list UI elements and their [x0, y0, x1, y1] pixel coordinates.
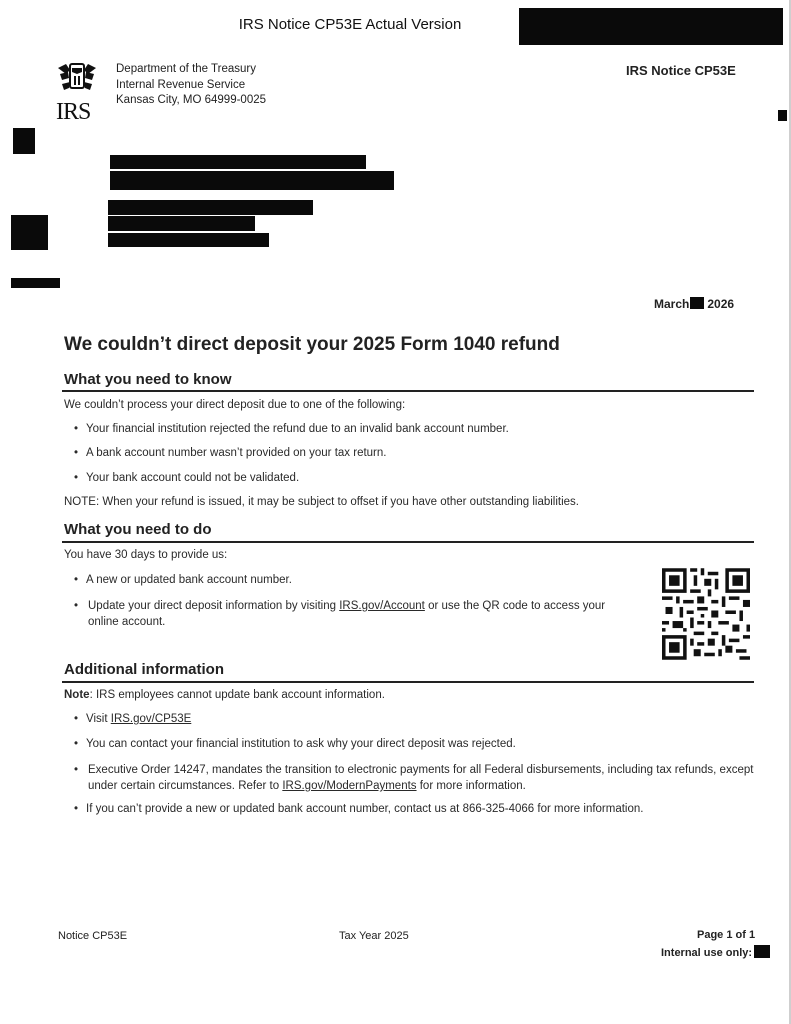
modern-payments-link[interactable]: IRS.gov/ModernPayments [282, 780, 417, 792]
date-month: March [654, 297, 690, 311]
redacted-block [11, 278, 60, 288]
footer-page-number: Page 1 of 1 [697, 929, 756, 941]
internal-use-label: Internal use only: [661, 947, 753, 959]
footer-tax-year: Tax Year 2025 [339, 930, 409, 942]
irs-account-link[interactable]: IRS.gov/Account [339, 600, 425, 612]
section-title-additional: Additional information [64, 661, 224, 678]
redacted-block [11, 215, 48, 250]
list-item: • A new or updated bank account number. [74, 574, 292, 586]
list-item: • Your financial institution rejected the refund due to an invalid bank account number. [74, 423, 509, 435]
sender-address [116, 62, 266, 109]
footer-internal-use [661, 945, 770, 959]
redacted-block [519, 8, 783, 45]
redacted-day [690, 297, 704, 309]
list-item-text: or use the QR code to access your online account. [88, 600, 606, 628]
page-heading: We couldn’t direct deposit your 2025 Form 1040 refund [64, 334, 560, 355]
list-item: • A bank account number wasn’t provided on your tax return. [74, 447, 386, 459]
list-item: • If you can’t provide a new or updated bank account number, contact us at 866-325-4066 for more information. [74, 803, 643, 815]
notice-id: IRS Notice CP53E [626, 63, 736, 78]
todo-intro: You have 30 days to provide us: [64, 549, 228, 561]
date-year: 2026 [707, 297, 735, 311]
list-item-text: Executive Order 14247, mandates the transition to electronic payments for all Federal disbursements, including tax refunds, except under certain circumstances. Refer to [88, 764, 754, 792]
qr-code-icon[interactable] [662, 568, 750, 660]
list-item: • You can contact your financial institution to ask why your direct deposit was rejected. [74, 738, 516, 750]
sender-line: Department of the Treasury [116, 63, 256, 75]
list-item-text: Update your direct deposit information by visiting [88, 600, 340, 612]
section-divider [62, 541, 754, 543]
list-item [74, 762, 768, 794]
footer-notice: Notice CP53E [58, 930, 128, 942]
redacted-block [110, 155, 366, 169]
irs-cp53e-link[interactable]: IRS.gov/CP53E [110, 713, 192, 725]
additional-note [64, 689, 385, 701]
redacted-block [13, 128, 35, 154]
list-item-text: for more information. [416, 780, 526, 792]
section-divider [62, 681, 754, 683]
document-header-title: IRS Notice CP53E Actual Version [238, 16, 462, 33]
redacted-block [754, 945, 770, 958]
know-intro: We couldn’t process your direct deposit due to one of the following: [64, 399, 406, 411]
list-item [74, 598, 628, 630]
section-title-todo: What you need to do [64, 521, 212, 538]
know-note: NOTE: When your refund is issued, it may be subject to offset if you have other outstanding liabilities. [64, 496, 579, 508]
redacted-block [108, 216, 255, 231]
irs-logo-text: IRS [56, 99, 91, 125]
list-item [74, 713, 191, 725]
list-item: • Your bank account could not be validated. [74, 472, 299, 484]
eagle-emblem-icon [56, 60, 98, 94]
notice-date [654, 297, 734, 311]
list-item-text: Visit [86, 713, 111, 725]
redacted-block [108, 233, 269, 247]
note-label: Note [64, 689, 90, 701]
section-title-know: What you need to know [64, 371, 232, 388]
redacted-block [108, 200, 313, 215]
redacted-block [110, 171, 394, 190]
note-text: : IRS employees cannot update bank account information. [89, 689, 385, 701]
redacted-block [778, 110, 787, 121]
sender-line: Internal Revenue Service [116, 78, 246, 91]
irs-logo [56, 60, 100, 123]
sender-line: Kansas City, MO 64999-0025 [116, 94, 267, 106]
section-divider [62, 390, 754, 392]
